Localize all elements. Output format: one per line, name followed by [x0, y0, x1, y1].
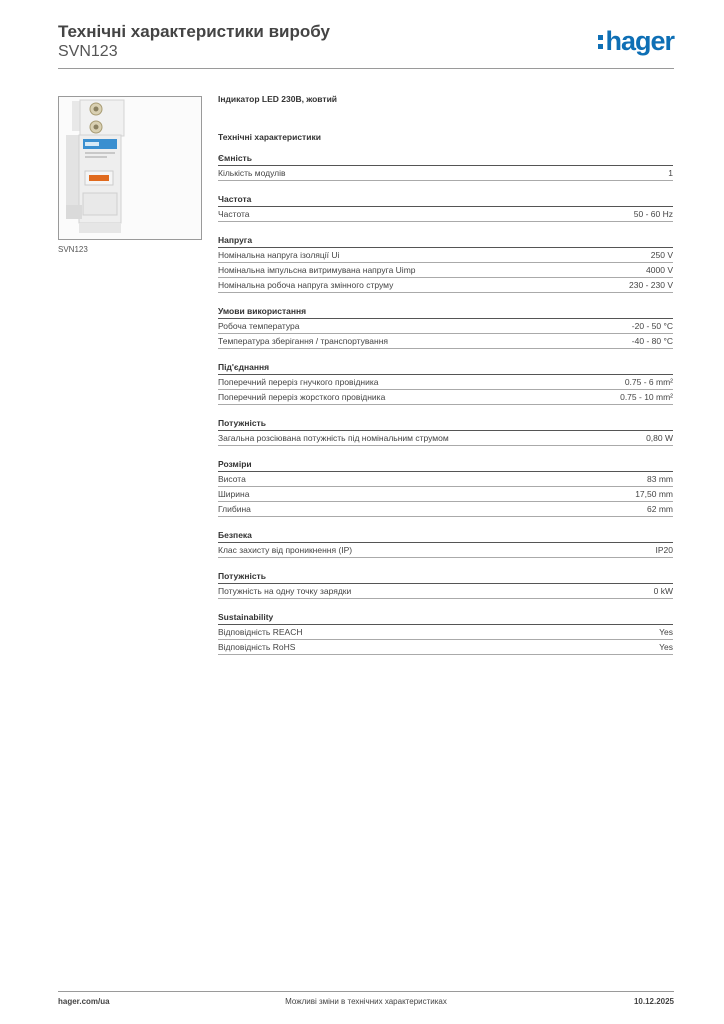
spec-group-title: Потужність [218, 416, 673, 431]
spec-value: -20 - 50 °C [631, 321, 673, 331]
spec-group [218, 416, 673, 446]
spec-group [218, 151, 673, 181]
spec-value: 0 kW [653, 586, 673, 596]
spec-group-title: Під'єднання [218, 360, 673, 375]
spec-group-title: Розміри [218, 457, 673, 472]
hager-logo [598, 26, 674, 57]
spec-label: Частота [218, 209, 250, 219]
spec-row [218, 543, 673, 558]
spec-row [218, 278, 673, 293]
spec-group-title: Sustainability [218, 610, 673, 625]
spec-row [218, 319, 673, 334]
spec-label: Висота [218, 474, 246, 484]
header-divider [58, 68, 674, 69]
spec-label: Відповідність REACH [218, 627, 303, 637]
image-caption: SVN123 [58, 245, 88, 254]
footer-disclaimer: Можливі зміни в технічних характеристиках [285, 997, 447, 1006]
spec-value: 0,80 W [646, 433, 673, 443]
spec-group-title: Напруга [218, 233, 673, 248]
spec-value: 83 mm [647, 474, 673, 484]
spec-label: Загальна розсіювана потужність під номінальним струмом [218, 433, 449, 443]
spec-value: -40 - 80 °C [631, 336, 673, 346]
spec-value: Yes [659, 642, 673, 652]
spec-value: 62 mm [647, 504, 673, 514]
spec-value: Yes [659, 627, 673, 637]
spec-value: 0.75 - 6 mm² [624, 377, 673, 387]
logo-text: hager [605, 26, 674, 56]
footer-website[interactable]: hager.com/ua [58, 997, 110, 1006]
spec-label: Робоча температура [218, 321, 300, 331]
spec-value: 4000 V [646, 265, 673, 275]
spec-row [218, 334, 673, 349]
specification-section [218, 92, 673, 666]
spec-label: Клас захисту від проникнення (IP) [218, 545, 353, 555]
product-name: Індикатор LED 230В, жовтий [218, 94, 338, 104]
spec-value: 0.75 - 10 mm² [620, 392, 673, 402]
spec-row [218, 207, 673, 222]
spec-row [218, 472, 673, 487]
spec-label: Поперечний переріз гнучкого провідника [218, 377, 379, 387]
spec-label: Номінальна робоча напруга змінного струму [218, 280, 394, 290]
spec-label: Номінальна напруга ізоляції Ui [218, 250, 340, 260]
spec-group [218, 610, 673, 655]
spec-row [218, 263, 673, 278]
spec-row [218, 166, 673, 181]
spec-row [218, 487, 673, 502]
spec-row [218, 502, 673, 517]
spec-value: 250 V [650, 250, 673, 260]
indicator-device-icon [59, 97, 201, 239]
spec-group [218, 192, 673, 222]
page-header [58, 22, 674, 62]
spec-groups [218, 151, 673, 655]
spec-value: 1 [668, 168, 673, 178]
page-title: Технічні характеристики виробу [58, 22, 330, 41]
spec-value: 230 - 230 V [629, 280, 673, 290]
spec-value: IP20 [655, 545, 673, 555]
spec-value: 17,50 mm [635, 489, 673, 499]
spec-group [218, 569, 673, 599]
spec-label: Потужність на одну точку зарядки [218, 586, 352, 596]
spec-group [218, 528, 673, 558]
logo-colon-icon [598, 35, 603, 49]
product-image [58, 96, 202, 240]
spec-label: Глибина [218, 504, 251, 514]
spec-label: Ширина [218, 489, 250, 499]
spec-label: Поперечний переріз жорсткого провідника [218, 392, 386, 402]
spec-row [218, 640, 673, 655]
spec-row [218, 431, 673, 446]
footer-divider [58, 991, 674, 992]
spec-label: Номінальна імпульсна витримувана напруга Uimp [218, 265, 416, 275]
footer-date: 10.12.2025 [633, 997, 674, 1006]
spec-row [218, 248, 673, 263]
spec-label: Відповідність RoHS [218, 642, 296, 652]
spec-group [218, 304, 673, 349]
spec-group-title: Безпека [218, 528, 673, 543]
spec-group-title: Потужність [218, 569, 673, 584]
spec-label: Кількість модулів [218, 168, 286, 178]
spec-group-title: Ємність [218, 151, 673, 166]
spec-heading: Технічні характеристики [218, 132, 321, 142]
spec-group-title: Частота [218, 192, 673, 207]
spec-row [218, 625, 673, 640]
spec-label: Температура зберігання / транспортування [218, 336, 389, 346]
spec-group-title: Умови використання [218, 304, 673, 319]
spec-group [218, 233, 673, 293]
product-code: SVN123 [58, 43, 118, 60]
spec-group [218, 457, 673, 517]
spec-row [218, 390, 673, 405]
spec-group [218, 360, 673, 405]
spec-row [218, 375, 673, 390]
spec-row [218, 584, 673, 599]
spec-value: 50 - 60 Hz [633, 209, 673, 219]
